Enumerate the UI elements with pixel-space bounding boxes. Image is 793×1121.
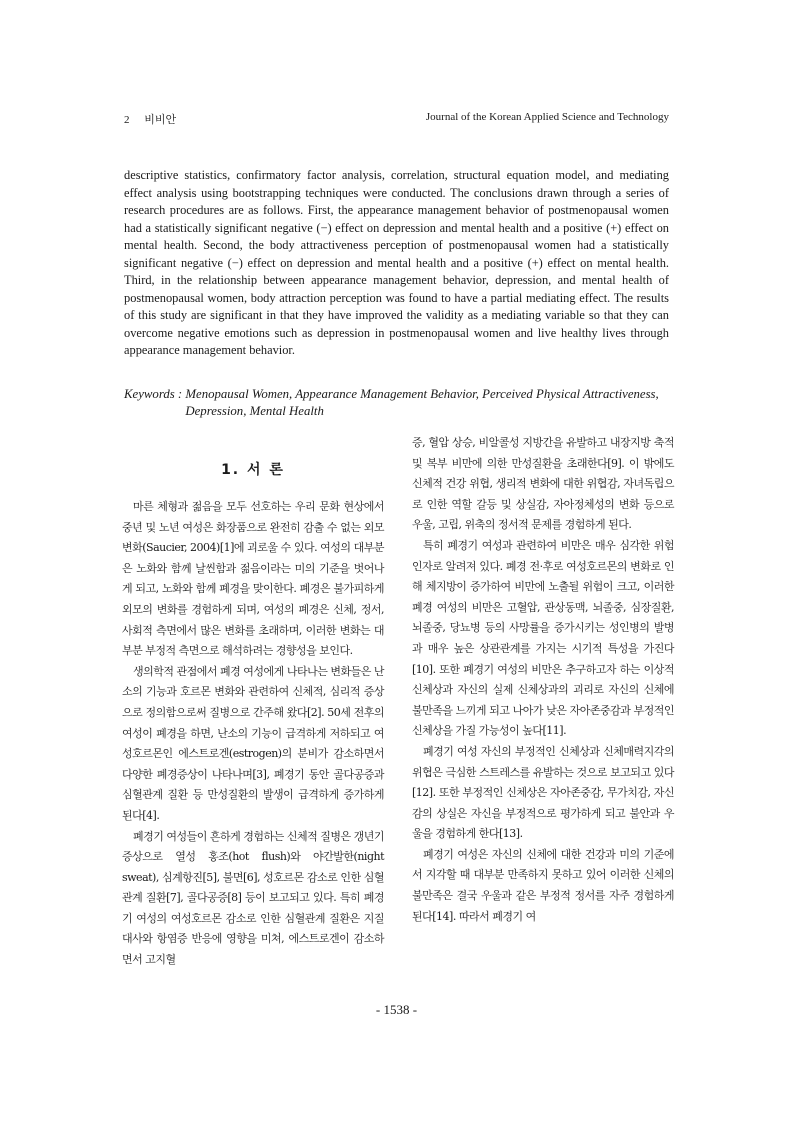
keywords [124, 386, 684, 420]
paragraph: 폐경기 여성 자신의 부정적인 신체상과 신체매력지각의 위협은 극심한 스트레스를 유발하는 것으로 보고되고 있다[12]. 또한 부정적인 신체상은 자아존중감, 무가치감, 자신감의 상실은 자신을 부정적으로 평가하게 되고 불안과 우울을 경험하게 한다[13]. [412, 744, 674, 841]
paragraph: 특히 폐경기 여성과 관련하여 비만은 매우 심각한 위험인자로 알려져 있다. 폐경 전·후로 여성호르몬의 변화로 인해 체지방이 증가하여 비만에 노출될 위험이 크고, 이러한 폐경 여성의 비만은 고혈압, 관상동맥, 뇌졸중, 심장질환, 뇌졸중, 당뇨병 등의 사망률을 증가시키는 성인병의 발병과 매우 높은 상관관계를 가지는 시기적 특성을 가진다[10]. 또한 폐경기 여성의 비만은 추구하고자 하는 이상적 신체상과 자신의 실제 신체상과의 괴리로 자신의 신체에 불만족을 느끼게 되고 나아가 낮은 자아존중감과 부정적인 신체상을 가질 가능성이 높다[11]. [412, 538, 674, 738]
header-page-number: 2 [124, 114, 130, 126]
paragraph: 생의학적 관점에서 폐경 여성에게 나타나는 변화들은 난소의 기능과 호르몬 변화와 관련하여 신체적, 심리적 증상으로 정의함으로써 질병으로 간주해 왔다[2]. 50세 전후의 여성이 폐경을 하면, 난소의 기능이 급격하게 저하되고 여성호르몬인 에스트로겐(estrogen)의 분비가 감소하면서 다양한 폐경증상이 나타나며[3], 폐경기 동안 골다공증과 심혈관계 질환 등 만성질환의 발생이 급격하게 증가하게 된다[4]. [122, 664, 384, 822]
keywords-text: Menopausal Women, Appearance Management Behavior, Perceived Physical Attractiveness, Depression, Mental Health [185, 387, 659, 418]
header-journal: Journal of the Korean Applied Science and Technology [425, 111, 669, 123]
header-left [124, 111, 188, 127]
section-title: 1. 서 론 [221, 462, 285, 478]
running-header [124, 111, 669, 127]
paragraph: 폐경기 여성은 자신의 신체에 대한 건강과 미의 기준에서 지각할 때 대부분 만족하지 못하고 있어 이러한 신체의 불만족은 결국 우울과 같은 부정적 정서를 자주 경험하게 된다[14]. 따라서 폐경기 여 [412, 847, 674, 923]
paragraph: 증, 혈압 상승, 비알콜성 지방간을 유발하고 내장지방 축적 및 복부 비만에 의한 만성질환을 초래한다[9]. 이 밖에도 신체적 건강 위협, 생리적 변화에 대한 위협감, 자녀독립으로 인한 역할 갈등 및 상실감, 자아정체성의 변화 등으로 우울, 고립, 위축의 정서적 문제를 경험하게 된다. [412, 436, 674, 532]
page-footer: - 1538 - [375, 1002, 418, 1017]
paragraph: 마른 체형과 젊음을 모두 선호하는 우리 문화 현상에서 중년 및 노년 여성은 화장품으로 완전히 감출 수 없는 외모 변화(Saucier, 2004)[1]에 괴로울 수 있다. 여성의 대부분은 노화와 함께 날씬함과 젊음이라는 미의 기준을 벗어나게 되고, 노화와 함께 폐경을 맞이한다. 폐경은 불가피하게 외모의 변화를 경험하게 되며, 여성의 폐경은 신체, 정서, 사회적 측면에서 많은 변화를 초래하며, 이러한 변화는 대부분 부정적 측면으로 해석하려는 경향성을 보인다. [122, 500, 384, 658]
right-column [412, 433, 674, 927]
left-column [122, 460, 384, 971]
paragraph: 폐경기 여성들이 흔하게 경험하는 신체적 질병은 갱년기 증상으로 열성 홍조(hot flush)와 야간발한(night sweat), 심계항진[5], 불면[6], 성호르몬 감소로 인한 심혈관계 질환[7], 골다공증[8] 등이 보고되고 있다. 특히 폐경기 여성의 여성호르몬 감소로 인한 심혈관계 질환은 지질대사와 항염증 반응에 영향을 미쳐, 에스트로겐이 감소하면서 고지혈 [122, 829, 384, 967]
keywords-label: Keywords : [124, 387, 186, 401]
abstract-body: descriptive statistics, confirmatory factor analysis, correlation, structural equation model, and mediating effect analysis using bootstrapping techniques were conducted. The conclusions drawn through a series of research procedures are as follows. First, the appearance management behavior of postmenopausal women had a statistically significant negative (−) effect on depression and mental health and a positive (+) effect on mental health. Second, the body attractiveness perception of postmenopausal women had a statistically significant negative (−) effect on depression and mental health and a positive (+) effect on mental health. Third, in the relationship between appearance management behavior, depression, and mental health of postmenopausal women, body attraction perception was found to have a partial mediating effect. The results of this study are significant in that they have improved the validity as a mediating variable so that they can overcome negative emotions such as depression in postmenopausal women and live healthy lives through appearance management behavior. [124, 168, 669, 357]
header-author: 비비안 [144, 114, 177, 126]
